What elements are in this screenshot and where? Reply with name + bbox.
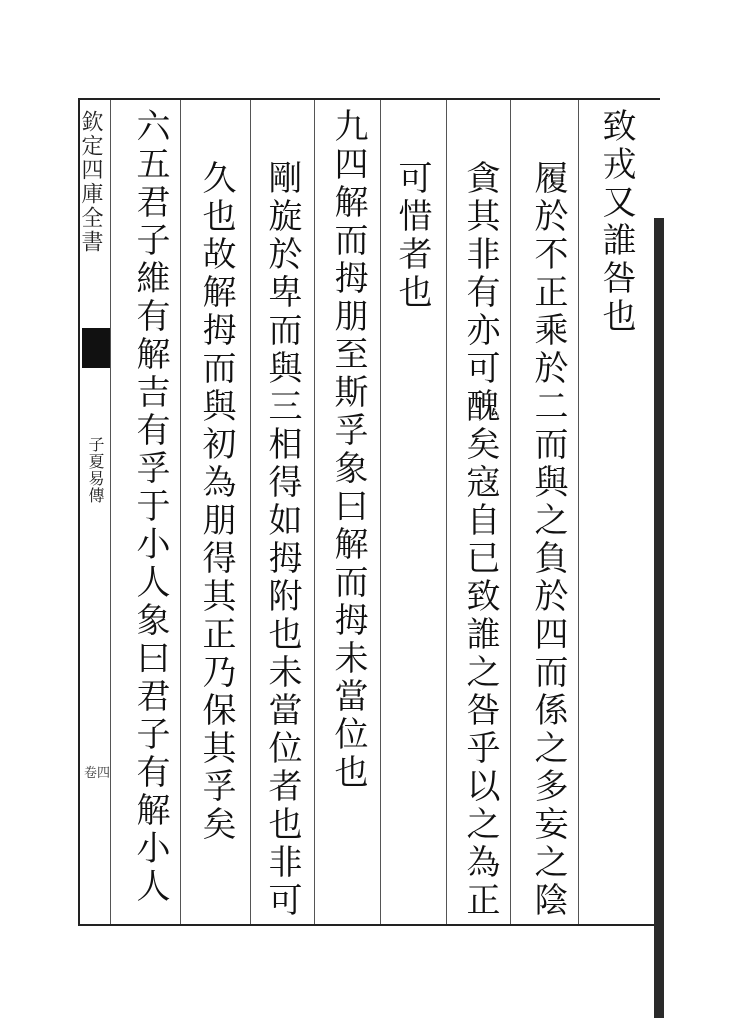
- column-rule: [110, 100, 111, 924]
- column-rule: [380, 100, 381, 924]
- text-column: 致戎又誰咎也: [596, 108, 636, 336]
- column-rule: [578, 100, 579, 924]
- text-column: 九四解而拇朋至斯孚象曰解而拇未當位也: [328, 108, 368, 792]
- text-column: 六五君子維有解吉有孚于小人象曰君子有解小人: [130, 108, 170, 906]
- column-rule: [510, 100, 511, 924]
- column-rule: [250, 100, 251, 924]
- fish-tail-mark: [82, 328, 110, 368]
- collection-title: 欽定四庫全書: [78, 110, 103, 254]
- text-column: 貪其非有亦可醜矣寇自已致誰之咎乎以之為正: [460, 160, 500, 920]
- column-rule: [314, 100, 315, 924]
- text-column: 久也故解拇而與初為朋得其正乃保其孚矣: [196, 160, 236, 844]
- column-rule: [180, 100, 181, 924]
- text-column: 剛旋於卑而與三相得如拇附也未當位者也非可: [262, 160, 302, 920]
- frame-bottom-border: [78, 924, 660, 926]
- text-column: 可惜者也: [392, 160, 432, 312]
- text-column: 履於不正乘於二而與之負於四而係之多妄之陰: [528, 160, 568, 920]
- column-rule: [446, 100, 447, 924]
- frame-right-border: [654, 218, 664, 1018]
- page-number: 卷四: [84, 766, 111, 781]
- book-title: 子夏易傳: [86, 436, 105, 504]
- frame-top-border: [78, 98, 660, 100]
